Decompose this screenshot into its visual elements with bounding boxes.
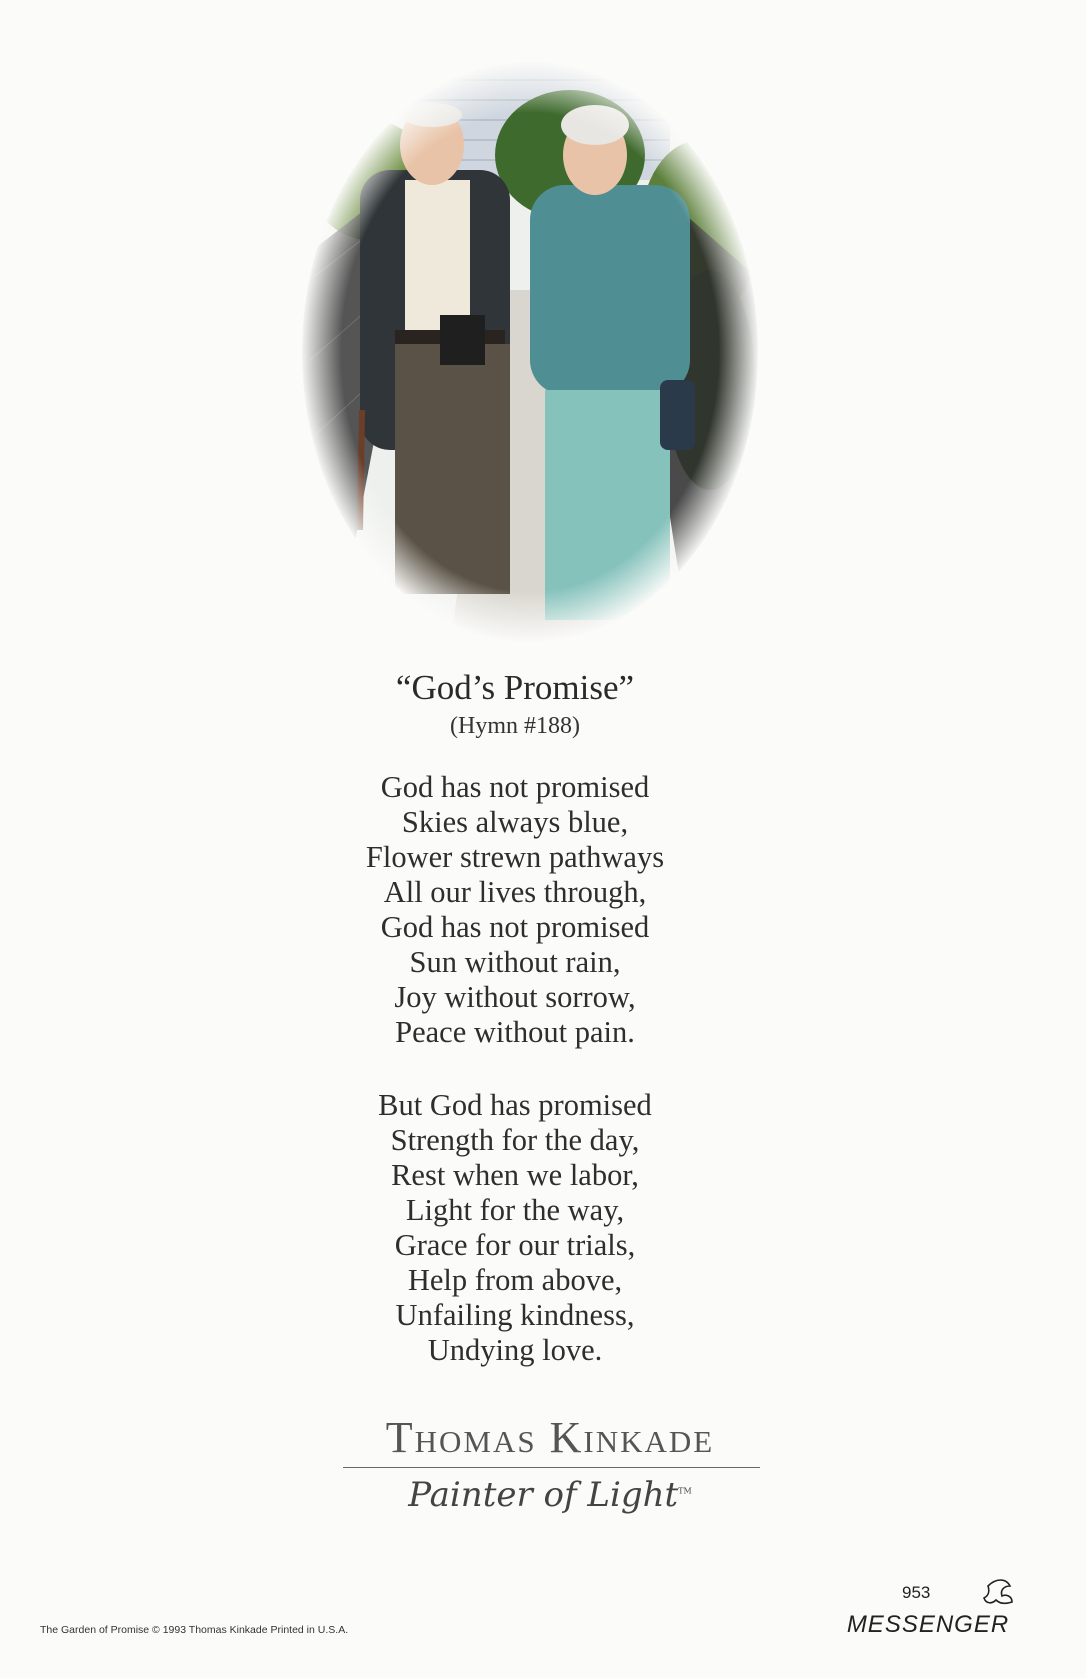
messenger-logo [828, 1574, 1028, 1644]
poem-line: Sun without rain, [409, 945, 621, 979]
poem-line: Peace without pain. [395, 1015, 635, 1049]
poem-line: Unfailing kindness, [395, 1298, 635, 1332]
trademark-mark: TM [678, 1486, 692, 1496]
signature-divider [343, 1467, 760, 1468]
poem-line: Rest when we labor, [391, 1158, 639, 1192]
poem-stanza-2 [0, 1088, 1030, 1368]
poem-line: Joy without sorrow, [394, 980, 636, 1014]
photo-illustration [300, 60, 760, 645]
poem-line: Skies always blue, [401, 805, 629, 839]
poem-line: God has not promised [380, 770, 650, 804]
poem-line: Light for the way, [405, 1193, 625, 1227]
artist-name: Thomas Kinkade [385, 1413, 715, 1462]
poem-line: Help from above, [407, 1263, 623, 1297]
poem-line: God has not promised [380, 910, 650, 944]
copyright-notice: The Garden of Promise © 1993 Thomas Kinkade Printed in U.S.A. [40, 1624, 349, 1636]
dove-icon [984, 1580, 1012, 1603]
poem-line: Undying love. [427, 1333, 603, 1367]
artist-tagline-text: Painter of Light [408, 1475, 679, 1515]
poem-line: But God has promised [378, 1088, 652, 1122]
product-number: 953 [902, 1583, 931, 1602]
poem-line: Strength for the day, [390, 1123, 640, 1157]
poem-stanza-1 [0, 770, 1030, 1050]
poem-line: All our lives through, [383, 875, 647, 909]
logo-wordmark: MESSENGER [846, 1611, 1010, 1638]
artist-tagline [340, 1475, 760, 1515]
poem-line: Flower strewn pathways [365, 840, 665, 874]
oval-photo [300, 60, 760, 645]
poem-title: “God’s Promise” [395, 668, 635, 707]
poem-line: Grace for our trials, [394, 1228, 636, 1262]
poem-subtitle: (Hymn #188) [450, 713, 580, 739]
